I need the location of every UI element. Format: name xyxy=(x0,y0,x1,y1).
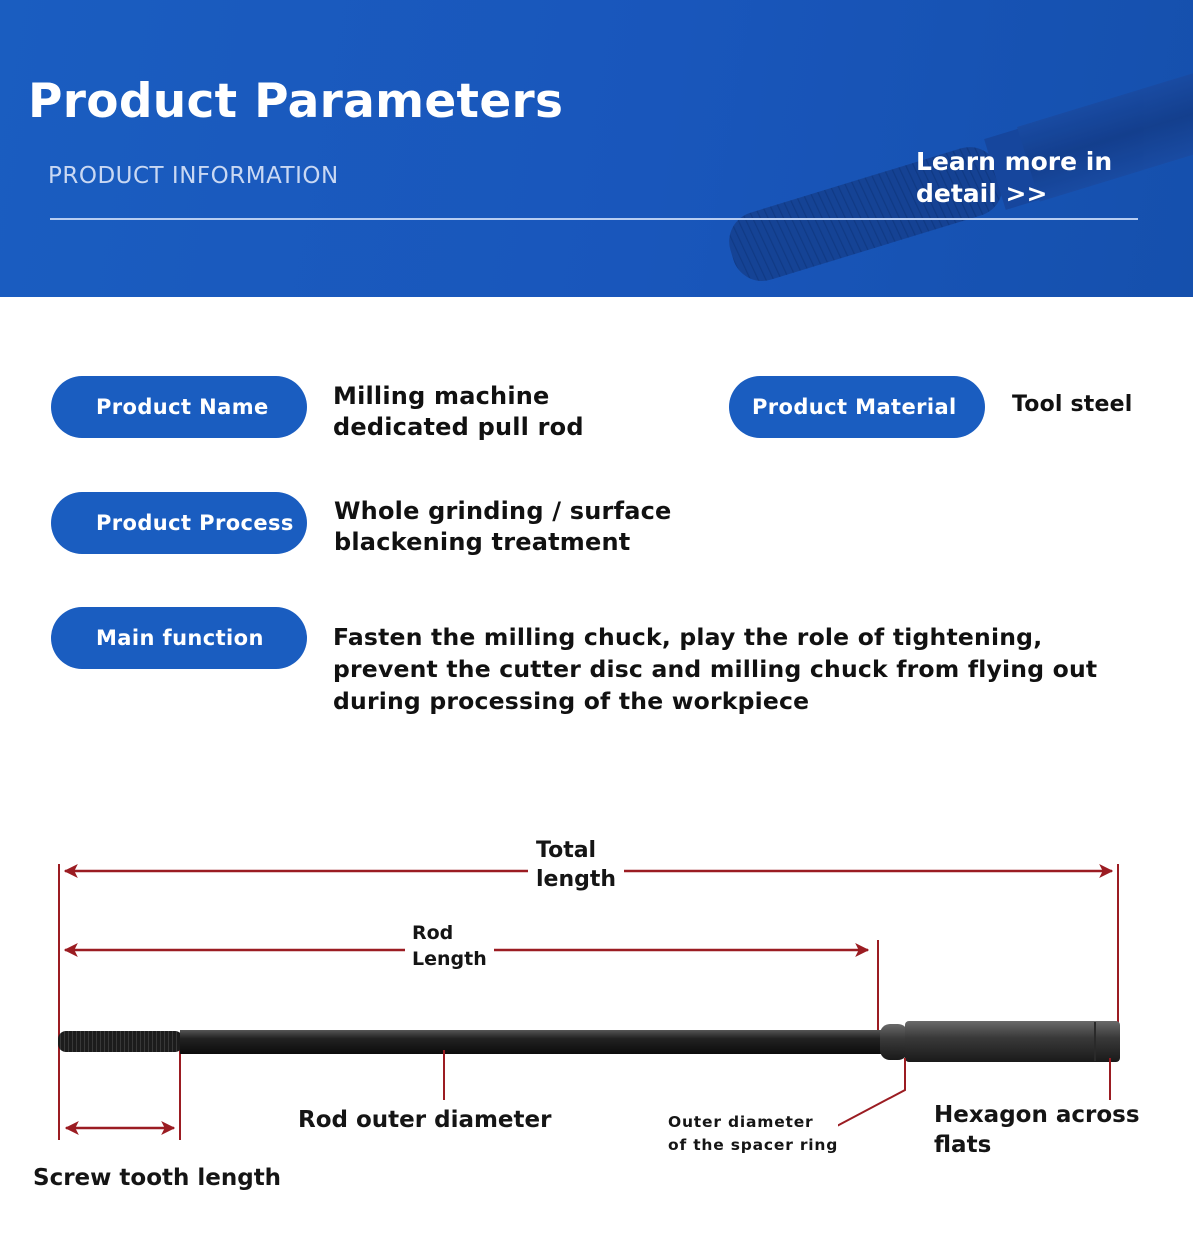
hexagon-across-flats-label: Hexagon across flats xyxy=(934,1102,1140,1158)
product-name-value: Milling machine dedicated pull rod xyxy=(333,382,584,441)
banner-divider xyxy=(50,218,1138,220)
page-title: Product Parameters xyxy=(28,74,564,129)
product-material-label: Product Material xyxy=(729,376,985,438)
page-subtitle: PRODUCT INFORMATION xyxy=(48,163,339,189)
header-banner xyxy=(0,0,1193,297)
product-process-value: Whole grinding / surface blackening treatment xyxy=(334,497,672,556)
spacer-ring-diameter-label: Outer diameter of the spacer ring xyxy=(668,1111,838,1157)
main-function-value: Fasten the milling chuck, play the role of tightening, prevent the cutter disc and milling chuck from flying out during processing of the workpiece xyxy=(333,623,1098,715)
product-material-value: Tool steel xyxy=(1012,392,1133,417)
product-process-label: Product Process xyxy=(51,492,307,554)
spacer-ring-leader xyxy=(835,1058,905,1127)
rod-outer-diameter-label: Rod outer diameter xyxy=(298,1107,552,1133)
pull-rod-image xyxy=(58,1021,1120,1062)
rod-length-label: Rod Length xyxy=(405,920,494,972)
screw-tooth-length-label: Screw tooth length xyxy=(33,1165,282,1191)
total-length-label: Total length xyxy=(528,836,624,894)
product-name-label: Product Name xyxy=(51,376,307,438)
main-function-label: Main function xyxy=(51,607,307,669)
learn-more-link[interactable]: Learn more in detail >> xyxy=(916,147,1113,208)
